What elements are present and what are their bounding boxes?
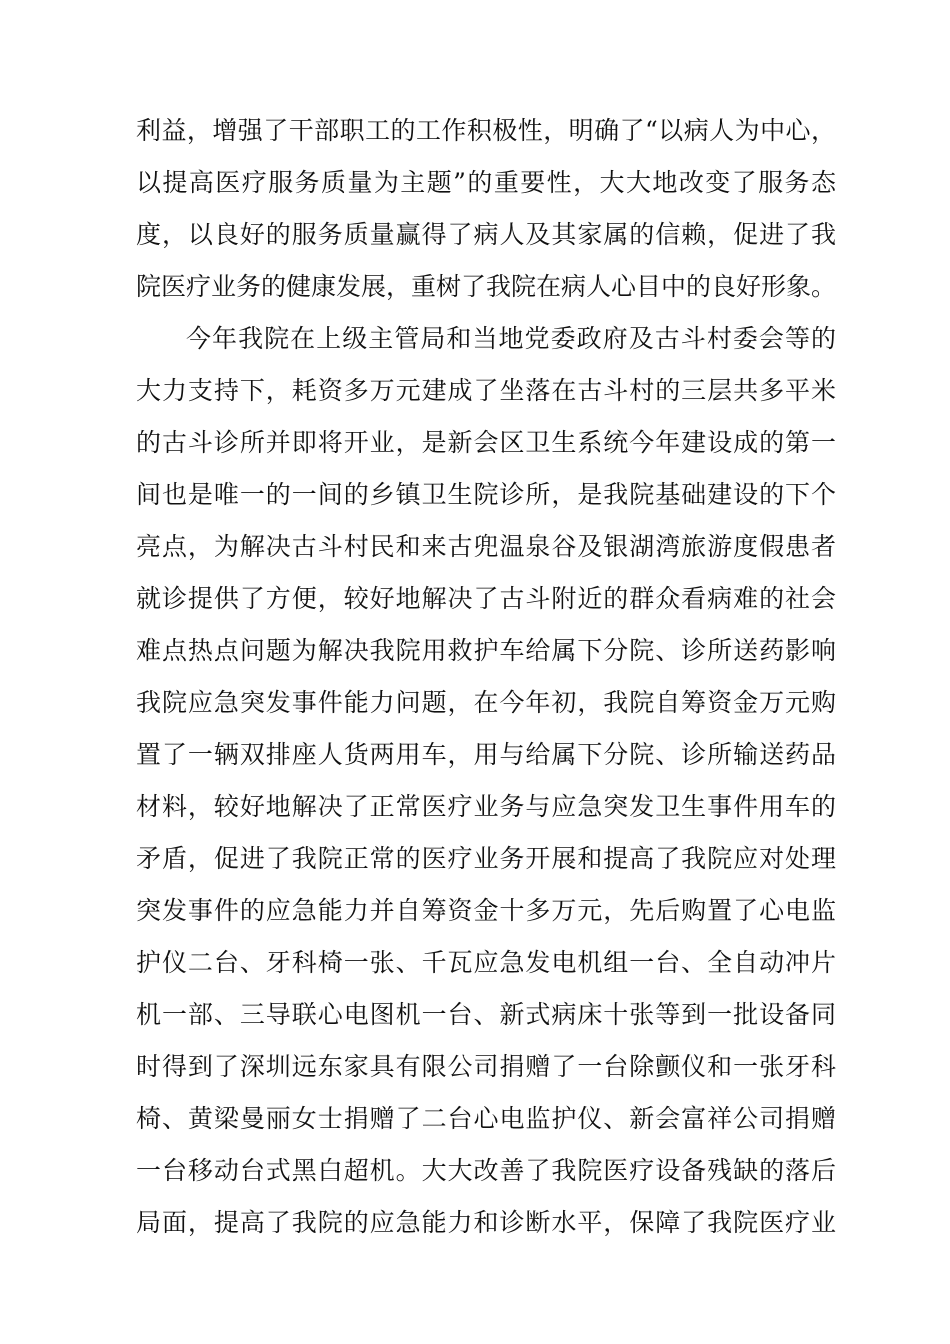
text-line: 时得到了深圳远东家具有限公司捐赠了一台除颤仪和一张牙科 <box>136 1052 836 1081</box>
body-text <box>136 105 836 1249</box>
text-line: 今年我院在上级主管局和当地党委政府及古斗村委会等的 <box>186 324 836 353</box>
text-line: 间也是唯一的一间的乡镇卫生院诊所，是我院基础建设的下个 <box>136 480 836 509</box>
text-line: 材料，较好地解决了正常医疗业务与应急突发卫生事件用车的 <box>136 792 836 821</box>
text-line: 置了一辆双排座人货两用车，用与给属下分院、诊所输送药品 <box>136 740 836 769</box>
paragraph-2 <box>136 313 836 1249</box>
text-line: 局面，提高了我院的应急能力和诊断水平，保障了我院医疗业 <box>136 1208 836 1237</box>
text-line: 椅、黄梁曼丽女士捐赠了二台心电监护仪、新会富祥公司捐赠 <box>136 1104 836 1133</box>
text-line: 就诊提供了方便，较好地解决了古斗附近的群众看病难的社会 <box>136 584 836 613</box>
paragraph-1 <box>136 105 836 313</box>
text-line: 大力支持下，耗资多万元建成了坐落在古斗村的三层共多平米 <box>136 376 836 405</box>
text-line: 度，以良好的服务质量赢得了病人及其家属的信赖，促进了我 <box>136 220 836 249</box>
text-line: 机一部、三导联心电图机一台、新式病床十张等到一批设备同 <box>136 1000 836 1029</box>
text-line: 利益，增强了干部职工的工作积极性，明确了“以病人为中心， <box>136 116 836 145</box>
text-line: 突发事件的应急能力并自筹资金十多万元，先后购置了心电监 <box>136 896 836 925</box>
text-line: 一台移动台式黑白超机。大大改善了我院医疗设备残缺的落后 <box>136 1156 836 1185</box>
text-line: 的古斗诊所并即将开业，是新会区卫生系统今年建设成的第一 <box>136 428 836 457</box>
text-line: 亮点，为解决古斗村民和来古兜温泉谷及银湖湾旅游度假患者 <box>136 532 836 561</box>
text-line: 护仪二台、牙科椅一张、千瓦应急发电机组一台、全自动冲片 <box>136 948 836 977</box>
text-line: 以提高医疗服务质量为主题”的重要性，大大地改变了服务态 <box>136 168 836 197</box>
text-line: 我院应急突发事件能力问题，在今年初，我院自筹资金万元购 <box>136 688 836 717</box>
text-line: 院医疗业务的健康发展，重树了我院在病人心目中的良好形象。 <box>136 272 837 301</box>
text-line: 难点热点问题为解决我院用救护车给属下分院、诊所送药影响 <box>136 636 836 665</box>
text-line: 矛盾，促进了我院正常的医疗业务开展和提高了我院应对处理 <box>136 844 836 873</box>
